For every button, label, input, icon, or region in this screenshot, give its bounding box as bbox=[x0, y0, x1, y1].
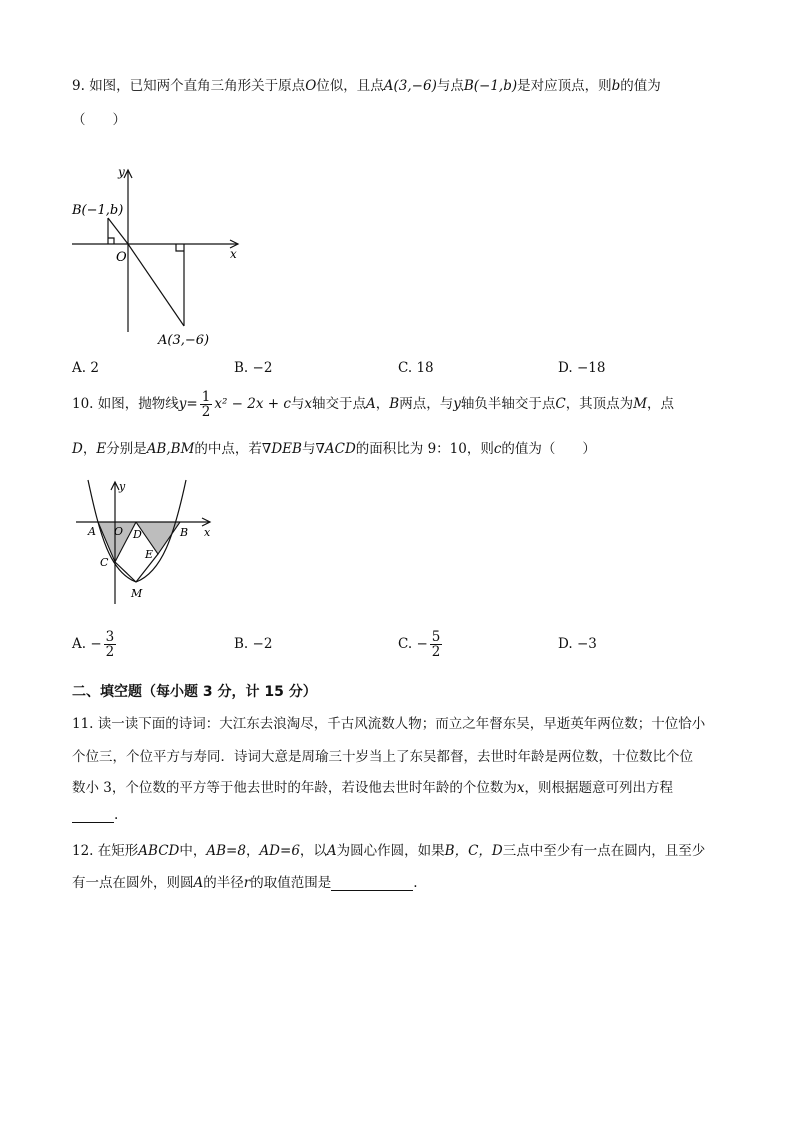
q9-answer-paren: （ ） bbox=[72, 112, 126, 128]
q10-eq-fraction: $\frac{1}{2}$ bbox=[201, 388, 211, 420]
section-2-heading: 二、填空题（每小题 3 分，计 15 分） bbox=[72, 684, 317, 700]
q10-option-d[interactable]: D. −3 bbox=[558, 636, 597, 652]
q10-label-B: B bbox=[180, 526, 189, 539]
q10-figure bbox=[70, 476, 220, 606]
q9-label-x: x bbox=[230, 247, 237, 261]
q11-answer-blank bbox=[72, 806, 114, 823]
q10-number: 10. bbox=[72, 396, 94, 412]
q12-answer-blank[interactable] bbox=[331, 874, 413, 891]
q10-option-a[interactable]: A. − $\frac{3}{2}$ bbox=[72, 628, 115, 660]
q12-number: 12. bbox=[72, 843, 94, 859]
q12-line1: 12. 在矩形ABCD中，AB=8，AD=6，以A为圆心作圆，如果B，C，D三点中至少有一点在圆内，且至少 bbox=[72, 843, 706, 859]
q10-option-b[interactable]: B. −2 bbox=[234, 636, 273, 652]
q9-option-c[interactable]: C. 18 bbox=[398, 360, 434, 376]
q9-stem-line1: 9. 如图，已知两个直角三角形关于原点O位似，且点A(3,−6)与点B(−1,b)是对应顶点，则b的值为 bbox=[72, 78, 661, 94]
q9-label-B: B(−1,b) bbox=[72, 203, 124, 218]
q12-line2: 有一点在圆外，则圆A的半径r的取值范围是 . bbox=[72, 875, 418, 891]
q11-line3: 数小 3，个位数的平方等于他去世时的年龄，若设他去世时年龄的个位数为x，则根据题意可列出方程 bbox=[72, 780, 674, 796]
q9-label-O: O bbox=[116, 250, 127, 265]
q10-label-M: M bbox=[131, 587, 143, 600]
q9-label-y: y bbox=[118, 165, 125, 179]
q10-label-A: A bbox=[88, 525, 96, 538]
q10-triangle-DEB bbox=[136, 522, 180, 554]
q11-line1: 11. 读一读下面的诗词：大江东去浪淘尽，千古风流数人物；而立之年督东吴，早逝英年两位数；十位恰小 bbox=[72, 716, 706, 732]
q10-label-E: E bbox=[145, 548, 154, 561]
q11-answer-line[interactable]: . bbox=[72, 806, 118, 823]
q10-label-O: O bbox=[114, 525, 124, 538]
q10-label-D: D bbox=[133, 528, 142, 541]
q11-number: 11. bbox=[72, 716, 94, 732]
q10-label-x: x bbox=[204, 526, 211, 539]
q10-label-C: C bbox=[100, 556, 109, 569]
q9-option-d[interactable]: D. −18 bbox=[558, 360, 606, 376]
q9-label-A: A(3,−6) bbox=[158, 333, 210, 348]
q9-option-a[interactable]: A. 2 bbox=[72, 360, 99, 376]
q10-option-c[interactable]: C. − $\frac{5}{2}$ bbox=[398, 628, 441, 660]
q10-stem-line1: 10. 如图，抛物线y= $\frac{1}{2}$ x² − 2x + c与x轴交于点A，B两点，与y轴负半轴交于点C，其顶点为M，点 bbox=[72, 388, 675, 420]
q9-figure bbox=[62, 160, 252, 355]
q9-option-b[interactable]: B. −2 bbox=[234, 360, 273, 376]
q9-number: 9. bbox=[72, 78, 85, 94]
q11-line2: 个位三，个位平方与寿同．诗词大意是周瑜三十岁当上了东吴都督，去世时年龄是两位数，十位数比个位 bbox=[72, 749, 693, 765]
q10-label-y: y bbox=[119, 480, 126, 493]
q10-stem-line2: D，E分别是AB,BM的中点，若∇DEB与∇ACD的面积比为 9：10，则c的值为（ ） bbox=[72, 441, 596, 457]
